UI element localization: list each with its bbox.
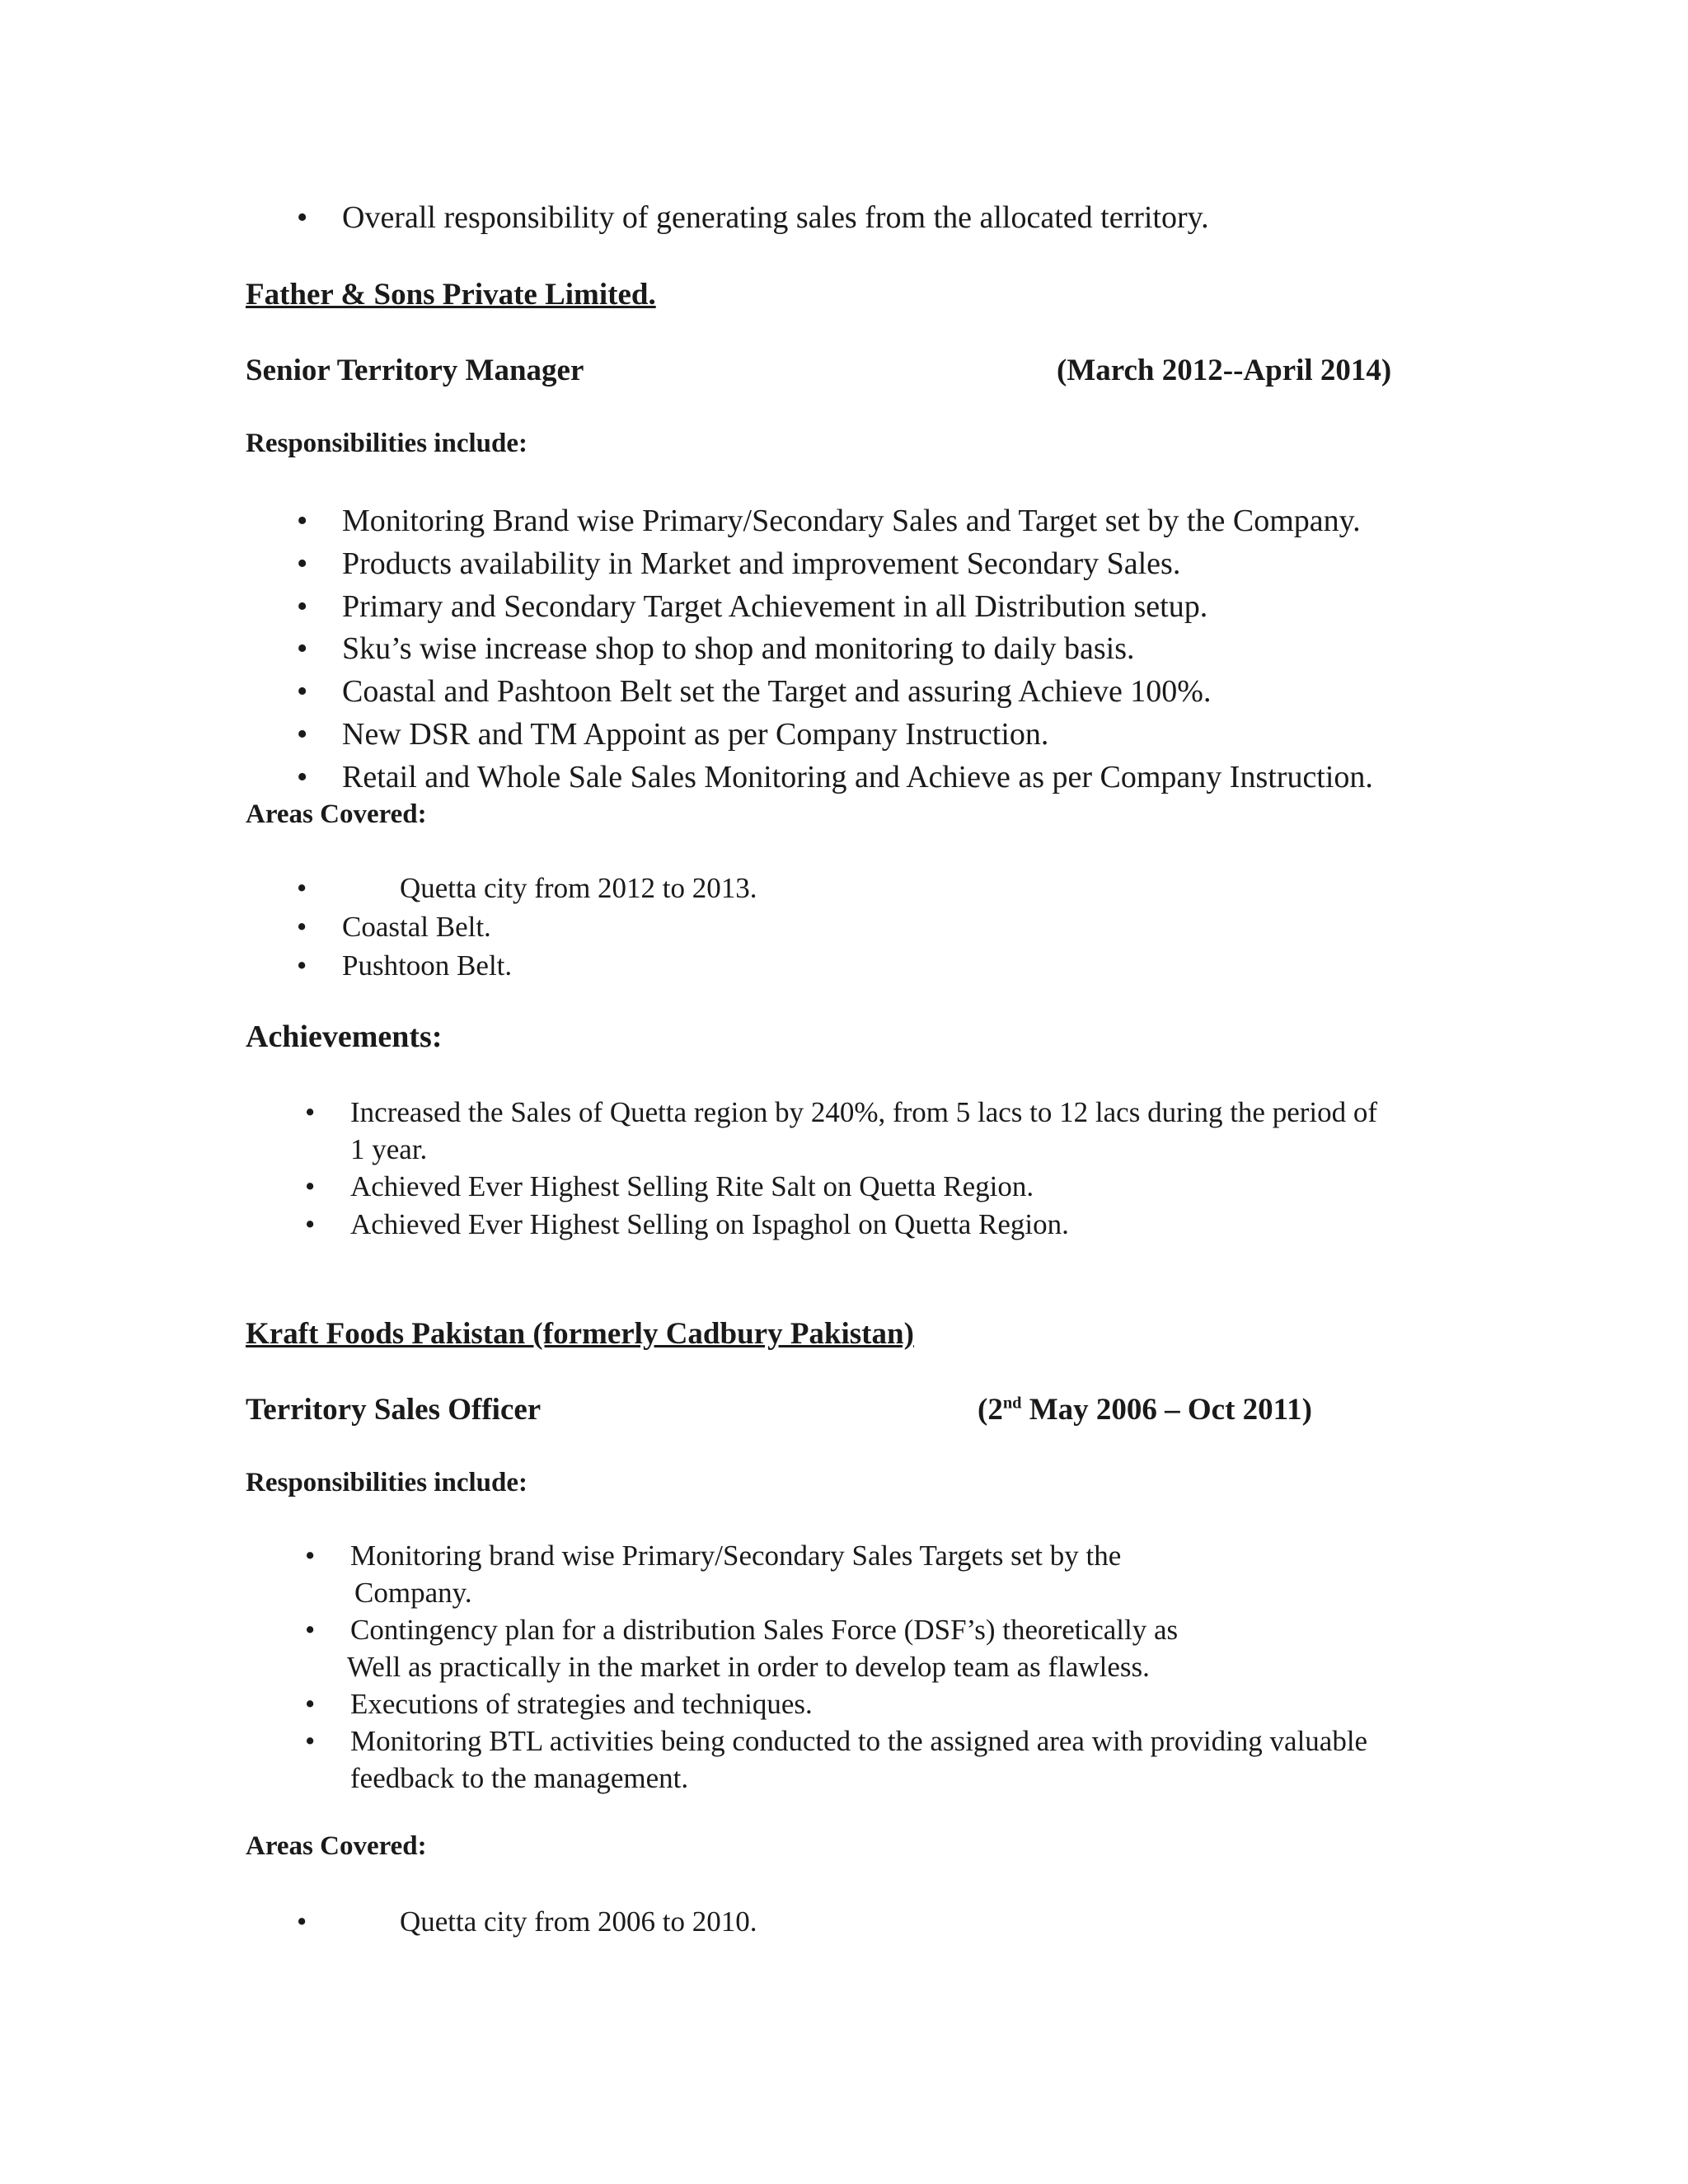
company-name: Kraft Foods Pakistan (formerly Cadbury Pakistan) <box>246 1317 914 1351</box>
company-name: Father & Sons Private Limited. <box>246 278 656 312</box>
job-period: (March 2012--April 2014) <box>1057 354 1392 387</box>
job-period: (2nd May 2006 – Oct 2011) <box>978 1393 1312 1427</box>
job-title: Territory Sales Officer <box>246 1393 542 1427</box>
job-title: Senior Territory Manager <box>246 354 584 387</box>
section-heading: Responsibilities include: <box>246 429 528 458</box>
section-heading: Achievements: <box>246 1019 443 1054</box>
section-heading: Responsibilities include: <box>246 1468 528 1497</box>
section-heading: Areas Covered: <box>246 1831 427 1861</box>
resume-page: • Overall responsibility of generating sales from the allocated territory. Father & Sons Private Limited. Senior Territory Manager (March 2012--April 2014) Responsibilities include: • Monitoring Brand wise Primary/Secondary Sales and Target set by the Company. • Products availability in Market and improvement Secondary Sales. • Primary and Secondary Target Achievement in all Distribution setup. • Sku’s wise increase shop to shop and monitoring to daily basis. • Coastal and Pashtoon Belt set the Target and assuring Achieve 100%. • New DSR and TM Appoint as per Company Instruction. • Retail and Whole Sale Sales Monitoring and Achieve as per Company Instruction. Areas Covered: • Quetta city from 2012 to 2013. • Coastal Belt. • Pushtoon Belt. Achievements: • Increased the Sales of Quetta region by 240%, from 5 lacs to 12 lacs during the period of 1 year. • Achieved Ever Highest Selling Rite Salt on Quetta Region. • Achieved Ever Highest Selling on Ispaghol on Quetta Region. Kraft Foods Pakistan (formerly Cadbury Pakistan) Territory Sales Officer (2nd May 2006 – Oct 2011) Responsibilities include: • Monitoring brand wise Primary/Secondary Sales Targets set by the Company. • Contingency plan for a distribution Sales Force (DSF’s) theoretically as Well as practically in the market in order to develop team as flawless. • Executions of strategies and techniques. • Monitoring BTL activities being conducted to the assigned area with providing valuable feedback to the management. Areas Covered: • Quetta city from 2006 to 2010. <box>246 200 1392 1938</box>
section-heading: Areas Covered: <box>246 799 427 829</box>
